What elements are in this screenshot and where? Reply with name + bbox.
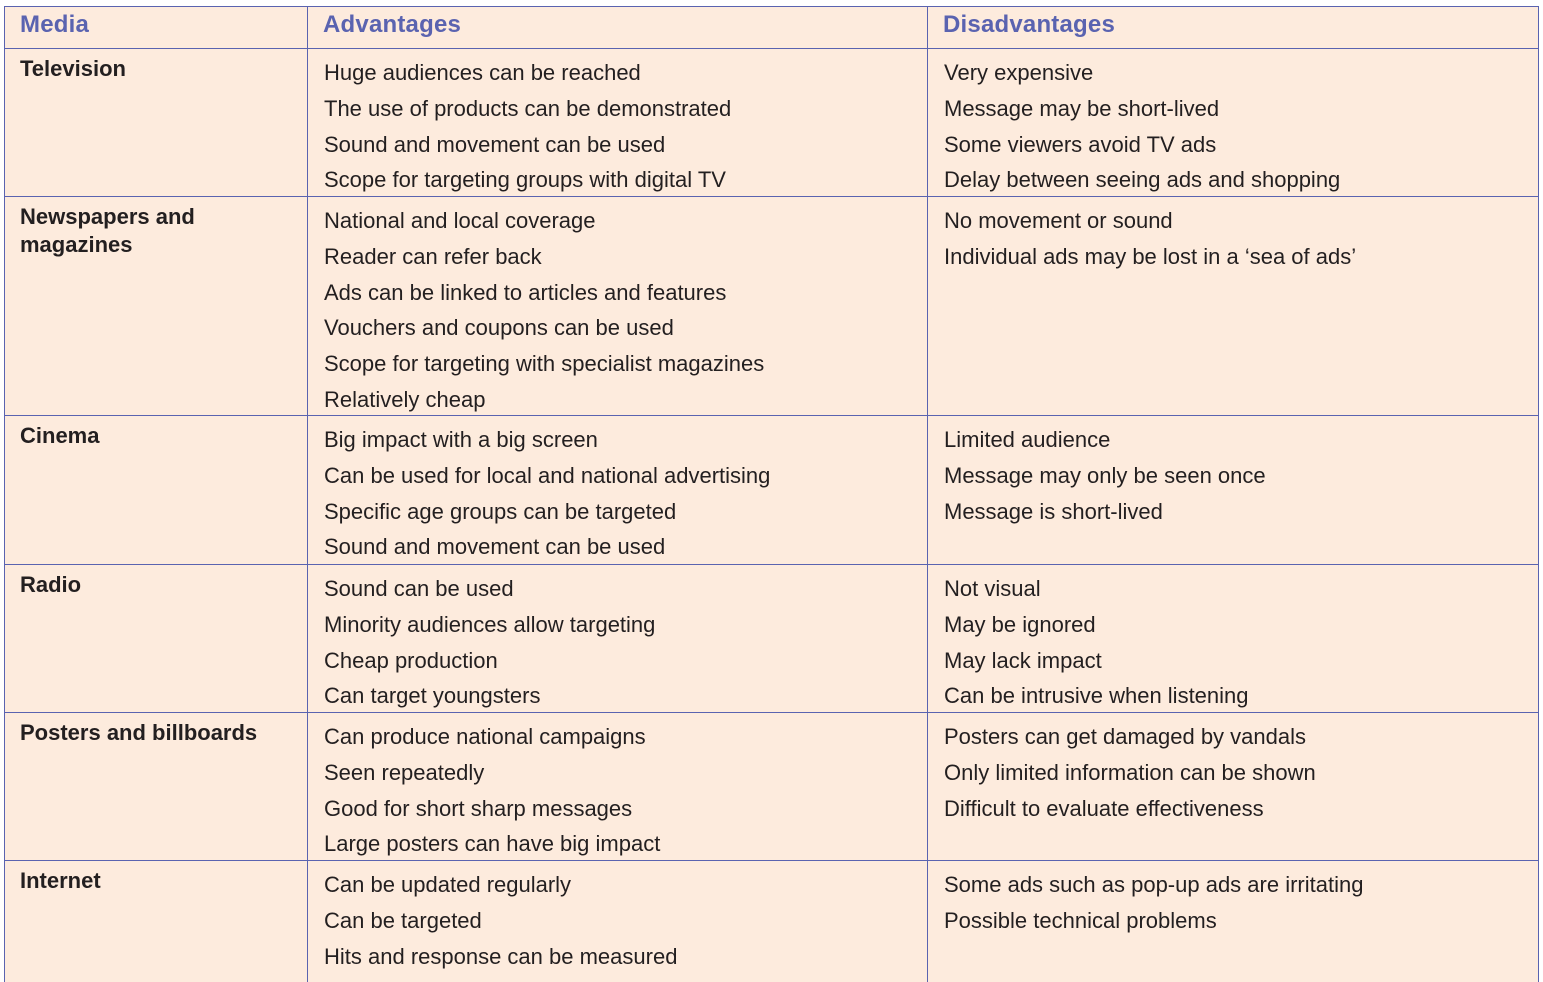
list-item: Message is short-lived bbox=[944, 498, 1163, 524]
table-row-radio bbox=[5, 564, 1538, 712]
header-advantages: Advantages bbox=[323, 11, 462, 38]
table-row-television bbox=[5, 48, 1538, 196]
list-item: Sound and movement can be used bbox=[324, 534, 666, 560]
header-disadvantages: Disadvantages bbox=[943, 11, 1116, 38]
list-item: Can be used for local and national advertising bbox=[324, 462, 771, 488]
list-item: Scope for targeting groups with digital TV bbox=[324, 167, 726, 193]
list-item: Relatively cheap bbox=[324, 386, 486, 412]
list-item: Limited audience bbox=[944, 427, 1111, 452]
disadvantages-list bbox=[944, 203, 1356, 275]
media-cell bbox=[5, 861, 307, 982]
list-item: Good for short sharp messages bbox=[324, 795, 633, 821]
media-name-internet: Internet bbox=[20, 868, 101, 893]
list-item: Message may only be seen once bbox=[944, 462, 1266, 488]
header-cell-media bbox=[5, 7, 307, 48]
table-header-row bbox=[5, 7, 1538, 48]
list-item: Can be targeted bbox=[324, 907, 482, 933]
disadvantages-cell bbox=[927, 713, 1538, 860]
list-item: No movement or sound bbox=[944, 208, 1173, 233]
advantages-cell bbox=[307, 416, 927, 564]
list-item: Not visual bbox=[944, 576, 1041, 601]
list-item: Big impact with a big screen bbox=[324, 427, 598, 452]
list-item: Difficult to evaluate effectiveness bbox=[944, 795, 1264, 821]
advantages-list bbox=[324, 719, 660, 862]
advantages-list bbox=[324, 55, 731, 198]
disadvantages-list bbox=[944, 422, 1266, 529]
media-cell bbox=[5, 713, 307, 860]
list-item: Huge audiences can be reached bbox=[324, 60, 641, 85]
table-row-cinema bbox=[5, 415, 1538, 564]
table-row-posters bbox=[5, 712, 1538, 860]
advantages-list bbox=[324, 203, 764, 418]
advantages-cell bbox=[307, 713, 927, 860]
list-item: Can be intrusive when listening bbox=[944, 683, 1249, 709]
advantages-cell bbox=[307, 565, 927, 712]
list-item: Posters can get damaged by vandals bbox=[944, 724, 1307, 749]
media-name-cinema: Cinema bbox=[20, 423, 100, 448]
list-item: Large posters can have big impact bbox=[324, 831, 661, 857]
advantages-cell bbox=[307, 861, 927, 982]
list-item: Ads can be linked to articles and features bbox=[324, 279, 727, 305]
header-cell-disadvantages bbox=[927, 7, 1538, 48]
list-item: May lack impact bbox=[944, 647, 1102, 673]
advantages-cell bbox=[307, 197, 927, 415]
disadvantages-cell bbox=[927, 565, 1538, 712]
list-item: Minority audiences allow targeting bbox=[324, 611, 656, 637]
list-item: Vouchers and coupons can be used bbox=[324, 315, 674, 341]
advantages-list bbox=[324, 422, 770, 565]
list-item: Possible technical problems bbox=[944, 907, 1217, 933]
media-cell bbox=[5, 197, 307, 415]
disadvantages-cell bbox=[927, 49, 1538, 196]
list-item: Specific age groups can be targeted bbox=[324, 498, 677, 524]
table-row-newspapers bbox=[5, 196, 1538, 415]
disadvantages-list bbox=[944, 719, 1316, 826]
list-item: Message may be short-lived bbox=[944, 95, 1220, 121]
media-name-newspapers: Newspapers and magazines bbox=[20, 204, 195, 257]
list-item: Seen repeatedly bbox=[324, 759, 485, 785]
list-item: Some ads such as pop-up ads are irritating bbox=[944, 872, 1364, 897]
media-comparison-table bbox=[4, 6, 1539, 982]
disadvantages-list bbox=[944, 55, 1340, 198]
disadvantages-cell bbox=[927, 861, 1538, 982]
list-item: Delay between seeing ads and shopping bbox=[944, 167, 1341, 193]
disadvantages-cell bbox=[927, 197, 1538, 415]
list-item: Scope for targeting with specialist magazines bbox=[324, 351, 765, 377]
media-name-radio: Radio bbox=[20, 572, 82, 597]
table-row-internet bbox=[5, 860, 1538, 982]
media-name-television: Television bbox=[20, 56, 126, 81]
header-media: Media bbox=[20, 11, 90, 38]
list-item: The use of products can be demonstrated bbox=[324, 95, 732, 121]
list-item: Very expensive bbox=[944, 60, 1094, 85]
list-item: Hits and response can be measured bbox=[324, 943, 678, 969]
advantages-list bbox=[324, 867, 677, 974]
list-item: Only limited information can be shown bbox=[944, 759, 1316, 785]
media-cell bbox=[5, 416, 307, 564]
list-item: Some viewers avoid TV ads bbox=[944, 131, 1217, 157]
header-cell-advantages bbox=[307, 7, 927, 48]
advantages-cell bbox=[307, 49, 927, 196]
list-item: Reader can refer back bbox=[324, 243, 542, 269]
media-cell bbox=[5, 565, 307, 712]
list-item: Cheap production bbox=[324, 647, 498, 673]
list-item: Can be updated regularly bbox=[324, 872, 572, 897]
list-item: National and local coverage bbox=[324, 208, 596, 233]
media-name-posters: Posters and billboards bbox=[20, 720, 258, 745]
disadvantages-list bbox=[944, 867, 1363, 939]
disadvantages-cell bbox=[927, 416, 1538, 564]
advantages-list bbox=[324, 571, 655, 714]
list-item: Individual ads may be lost in a ‘sea of ads’ bbox=[944, 243, 1357, 269]
list-item: Can target youngsters bbox=[324, 683, 541, 709]
disadvantages-list bbox=[944, 571, 1249, 714]
media-cell bbox=[5, 49, 307, 196]
list-item: Sound and movement can be used bbox=[324, 131, 666, 157]
list-item: May be ignored bbox=[944, 611, 1096, 637]
list-item: Can produce national campaigns bbox=[324, 724, 646, 749]
list-item: Sound can be used bbox=[324, 576, 514, 601]
